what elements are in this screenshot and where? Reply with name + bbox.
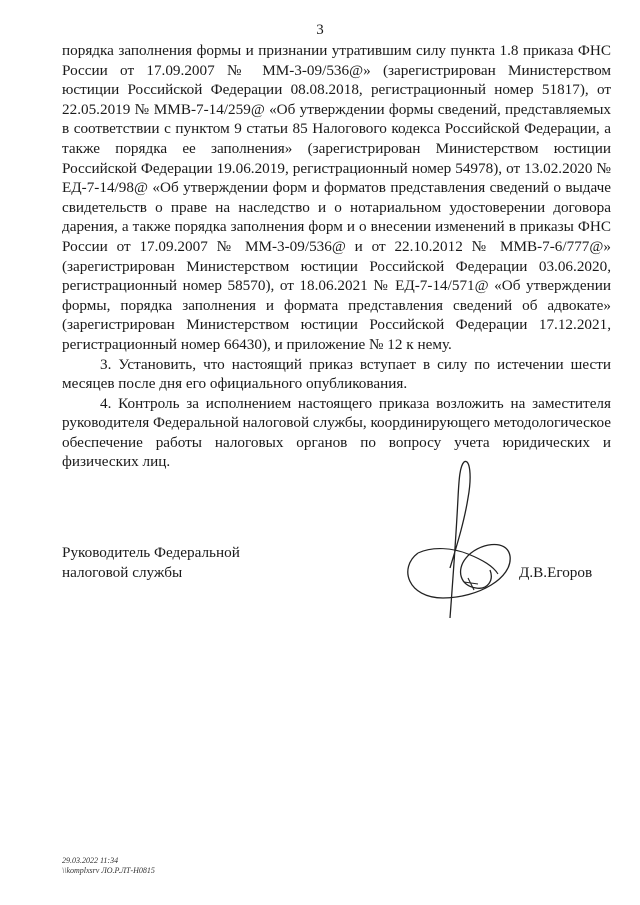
footer-timestamp: 29.03.2022 11:34 [62,856,119,865]
page-number: 3 [316,22,324,38]
document-body [62,41,611,472]
footer-path: \\komplxsrv ЛО.Р.ЛТ-Н0815 [62,865,155,875]
print-footer [62,856,155,875]
signatory-title-line-1: Руководитель Федеральной [62,544,240,561]
paragraph-3-effective-date: 3. Установить, что настоящий приказ вступает в силу по истечении шести месяцев после дня его официального опубликования. [62,355,611,393]
handwritten-signature [398,458,528,623]
paragraph-continuation: порядка заполнения формы и признании утратившим силу пункта 1.8 приказа ФНС России от 17.09.2007 № ММ-3-09/536@» (зарегистрирован Министерством юстиции Российской Федерации 08.08.2018, регистрационный номер 51817), от 22.05.2019 № ММВ-7-14/259@ «Об утверждении формы сведений, представляемых в соответствии с пунктом 9 статьи 85 Налогового кодекса Российской Федерации, а также порядка ее заполнения» (зарегистрирован Министерством юстиции Российской Федерации 19.06.2019, регистрационный номер 54978), от 13.02.2020 № ЕД-7-14/98@ «Об утверждении форм и форматов представления сведений о выдаче свидетельств о праве на наследство и о нотариальном удостоверении договора дарения, а также порядка заполнения форм и о внесении изменений в приказы ФНС России от 17.09.2007 № ММ-3-09/536@ и от 22.10.2012 № ММВ-7-6/777@» (зарегистрирован Министерством юстиции Российской Федерации 03.06.2020, регистрационный номер 58570), от 18.06.2021 № ЕД-7-14/571@ «Об утверждении формы, порядка заполнения и формата представления сведений об адвокате» (зарегистрирован Министерством юстиции Российской Федерации 17.12.2021, регистрационный номер 66430), и приложение № 12 к нему. [62,42,611,353]
paragraph-4-control: 4. Контроль за исполнением настоящего приказа возложить на заместителя руководителя Федеральной налоговой службы, координирующего методологическое обеспечение работы налоговых органов по вопросу учета юридических и физических лиц. [62,394,611,471]
signatory-title-line-2: налоговой службы [62,563,183,581]
signatory-name: Д.В.Егоров [519,564,593,581]
signatory-title [62,543,240,582]
